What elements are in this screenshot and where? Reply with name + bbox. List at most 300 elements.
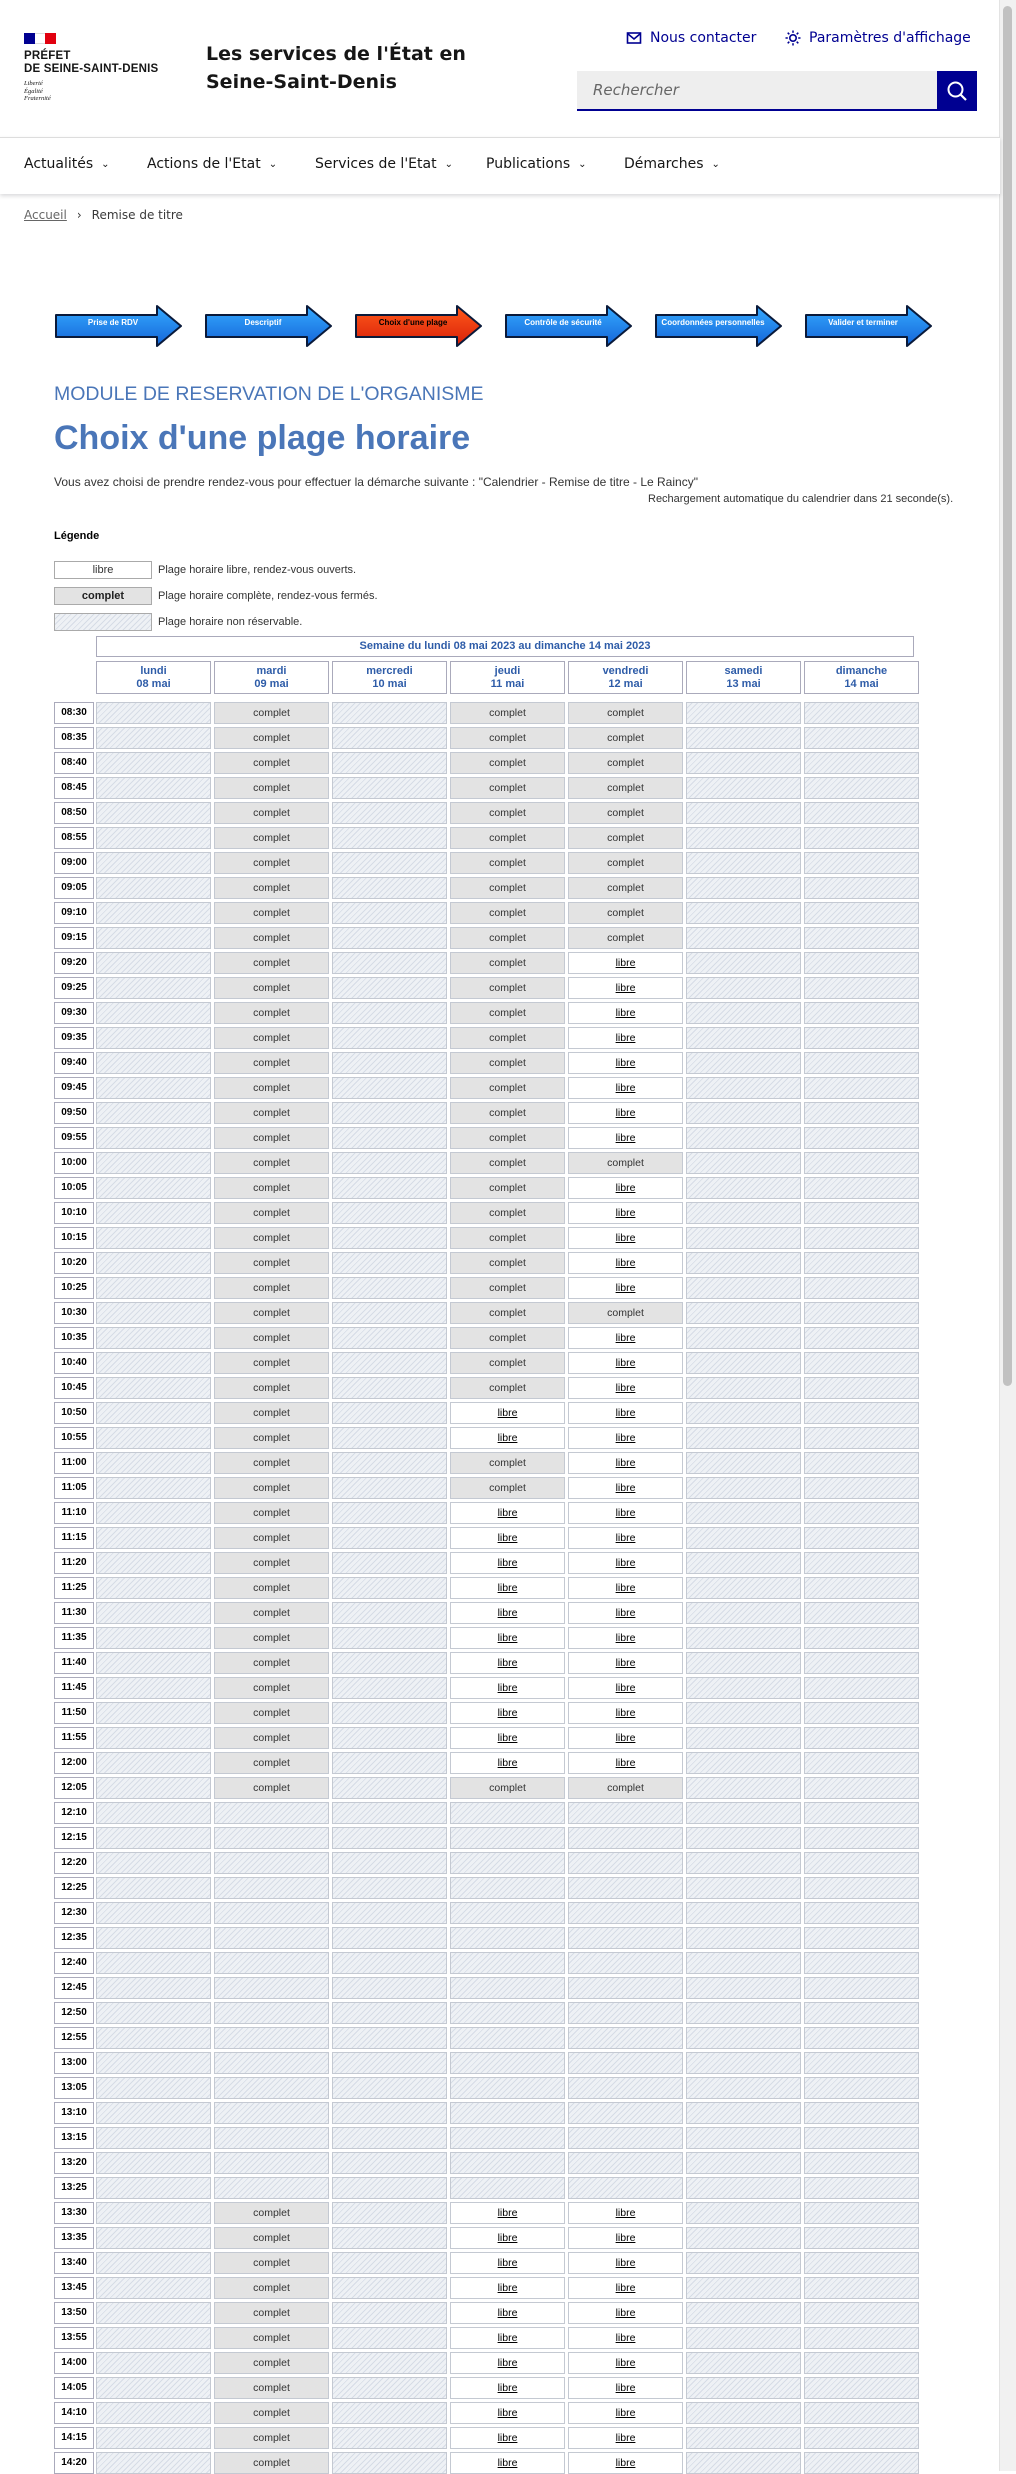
slot-complet: complet xyxy=(214,1602,329,1624)
step-label: Contrôle de sécurité xyxy=(524,318,602,327)
slot-non-reservable xyxy=(332,2327,447,2349)
slot-complet: complet xyxy=(450,1277,565,1299)
time-label: 10:05 xyxy=(54,1177,94,1199)
slot-non-reservable xyxy=(214,2152,329,2174)
slot-non-reservable xyxy=(96,777,211,799)
time-label: 10:00 xyxy=(54,1152,94,1174)
slot-libre-link[interactable]: libre xyxy=(568,1552,683,1574)
slot-complet: complet xyxy=(214,1352,329,1374)
slot-complet: complet xyxy=(214,2427,329,2449)
slot-non-reservable xyxy=(332,1577,447,1599)
slot-non-reservable xyxy=(568,2102,683,2124)
slot-non-reservable xyxy=(804,2052,919,2074)
marianne-flag-icon xyxy=(24,33,56,44)
time-label: 12:10 xyxy=(54,1802,94,1824)
slot-libre-link[interactable]: libre xyxy=(568,2227,683,2249)
slot-complet: complet xyxy=(214,877,329,899)
slot-non-reservable xyxy=(568,1877,683,1899)
slot-non-reservable xyxy=(332,1677,447,1699)
slot-non-reservable xyxy=(96,1677,211,1699)
slot-non-reservable xyxy=(804,1902,919,1924)
slot-libre-link[interactable]: libre xyxy=(568,1702,683,1724)
slot-non-reservable xyxy=(804,1302,919,1324)
slot-non-reservable xyxy=(686,2027,801,2049)
devise-egalite: Égalité xyxy=(24,87,43,95)
time-label: 14:15 xyxy=(54,2427,94,2449)
slot-libre-link[interactable]: libre xyxy=(568,2277,683,2299)
slot-libre-link[interactable]: libre xyxy=(450,1552,565,1574)
slot-non-reservable xyxy=(686,902,801,924)
slot-complet: complet xyxy=(568,927,683,949)
slot-non-reservable xyxy=(332,2027,447,2049)
slot-libre-link[interactable]: libre xyxy=(568,1502,683,1524)
sun-icon xyxy=(785,30,801,46)
slot-non-reservable xyxy=(686,1027,801,1049)
slot-non-reservable xyxy=(96,1827,211,1849)
time-label: 13:20 xyxy=(54,2152,94,2174)
slot-non-reservable xyxy=(96,1902,211,1924)
slot-complet: complet xyxy=(450,1027,565,1049)
slot-non-reservable xyxy=(686,1927,801,1949)
slot-complet: complet xyxy=(214,1452,329,1474)
slot-libre-link[interactable]: libre xyxy=(568,2377,683,2399)
slot-non-reservable xyxy=(686,2177,801,2199)
slot-libre-link[interactable]: libre xyxy=(450,2402,565,2424)
slot-libre-link[interactable]: libre xyxy=(568,1402,683,1424)
slot-non-reservable xyxy=(332,977,447,999)
slot-non-reservable xyxy=(96,2302,211,2324)
slot-non-reservable xyxy=(96,1177,211,1199)
day-header-mercredi xyxy=(332,661,447,694)
slot-non-reservable xyxy=(686,1952,801,1974)
slot-libre-link[interactable]: libre xyxy=(568,977,683,999)
slot-libre-link[interactable]: libre xyxy=(568,1352,683,1374)
slot-complet: complet xyxy=(450,827,565,849)
slot-non-reservable xyxy=(332,1052,447,1074)
slot-libre-link[interactable]: libre xyxy=(568,1427,683,1449)
slot-non-reservable xyxy=(332,1452,447,1474)
slot-non-reservable xyxy=(568,2127,683,2149)
slot-complet: complet xyxy=(568,802,683,824)
slot-complet: complet xyxy=(450,1152,565,1174)
slot-non-reservable xyxy=(96,2352,211,2374)
slot-libre-link[interactable]: libre xyxy=(450,2327,565,2349)
time-label: 10:45 xyxy=(54,1377,94,1399)
legend-non-reservable xyxy=(54,613,302,631)
time-label: 12:15 xyxy=(54,1827,94,1849)
breadcrumb-current: Remise de titre xyxy=(91,208,183,222)
slot-libre-link[interactable]: libre xyxy=(568,2252,683,2274)
slot-non-reservable xyxy=(686,777,801,799)
slot-libre-link[interactable]: libre xyxy=(568,2202,683,2224)
nav-item-publications[interactable] xyxy=(486,156,587,172)
slot-non-reservable xyxy=(214,1827,329,1849)
slot-non-reservable xyxy=(804,1927,919,1949)
slot-complet: complet xyxy=(450,777,565,799)
slot-non-reservable xyxy=(332,2402,447,2424)
slot-non-reservable xyxy=(804,827,919,849)
slot-non-reservable xyxy=(568,1952,683,1974)
slot-non-reservable xyxy=(568,1802,683,1824)
day-name: mardi xyxy=(256,665,287,677)
slot-libre-link[interactable]: libre xyxy=(568,1477,683,1499)
slot-non-reservable xyxy=(332,1152,447,1174)
slot-complet: complet xyxy=(214,1502,329,1524)
slot-libre-link[interactable]: libre xyxy=(568,1127,683,1149)
slot-libre-link[interactable]: libre xyxy=(450,1427,565,1449)
slot-non-reservable xyxy=(686,877,801,899)
time-label: 13:45 xyxy=(54,2277,94,2299)
slot-libre-link[interactable]: libre xyxy=(450,2352,565,2374)
day-header-jeudi xyxy=(450,661,565,694)
slot-libre-link[interactable]: libre xyxy=(568,1652,683,1674)
slot-non-reservable xyxy=(686,2227,801,2249)
slot-libre-link[interactable]: libre xyxy=(568,2302,683,2324)
slot-libre-link[interactable]: libre xyxy=(568,1327,683,1349)
day-name: lundi xyxy=(140,665,167,677)
slot-non-reservable xyxy=(450,2077,565,2099)
time-label: 12:30 xyxy=(54,1902,94,1924)
slot-non-reservable xyxy=(686,1227,801,1249)
slot-non-reservable xyxy=(332,1527,447,1549)
slot-non-reservable xyxy=(686,2202,801,2224)
slot-non-reservable xyxy=(96,2127,211,2149)
slot-complet: complet xyxy=(450,1102,565,1124)
nav-label: Actualités xyxy=(24,156,94,172)
time-label: 13:35 xyxy=(54,2227,94,2249)
slot-complet: complet xyxy=(450,952,565,974)
slot-libre-link[interactable]: libre xyxy=(568,1252,683,1274)
slot-non-reservable xyxy=(96,1052,211,1074)
search-button[interactable] xyxy=(937,71,977,111)
slot-non-reservable xyxy=(96,1077,211,1099)
slot-libre-link[interactable]: libre xyxy=(450,1727,565,1749)
slot-libre-link[interactable]: libre xyxy=(450,1527,565,1549)
slot-non-reservable xyxy=(96,1952,211,1974)
contact-link[interactable] xyxy=(626,30,756,46)
time-label: 10:55 xyxy=(54,1427,94,1449)
slot-non-reservable xyxy=(332,2427,447,2449)
time-label: 12:50 xyxy=(54,2002,94,2024)
time-label: 11:25 xyxy=(54,1577,94,1599)
slot-non-reservable xyxy=(686,1102,801,1124)
time-label: 13:40 xyxy=(54,2252,94,2274)
slot-complet: complet xyxy=(214,1302,329,1324)
slot-libre-link[interactable]: libre xyxy=(568,2402,683,2424)
slot-complet: complet xyxy=(568,727,683,749)
slot-libre-link[interactable]: libre xyxy=(568,1627,683,1649)
slot-libre-link[interactable]: libre xyxy=(450,2427,565,2449)
slot-libre-link[interactable]: libre xyxy=(450,1752,565,1774)
slot-complet: complet xyxy=(568,1777,683,1799)
slot-libre-link[interactable]: libre xyxy=(450,1577,565,1599)
slot-non-reservable xyxy=(214,2077,329,2099)
prefet-logo[interactable] xyxy=(24,33,158,103)
slot-libre-link[interactable]: libre xyxy=(450,2377,565,2399)
slot-libre-link[interactable]: libre xyxy=(568,1752,683,1774)
slot-libre-link[interactable]: libre xyxy=(450,2227,565,2249)
slot-non-reservable xyxy=(332,1427,447,1449)
slot-non-reservable xyxy=(96,1752,211,1774)
slot-non-reservable xyxy=(686,1002,801,1024)
slot-non-reservable xyxy=(804,852,919,874)
slot-non-reservable xyxy=(332,1752,447,1774)
nav-item-demarches[interactable] xyxy=(624,156,720,172)
slot-non-reservable xyxy=(804,2077,919,2099)
slot-non-reservable xyxy=(332,2252,447,2274)
slot-libre-link[interactable]: libre xyxy=(568,1002,683,1024)
slot-complet: complet xyxy=(214,1227,329,1249)
slot-non-reservable xyxy=(332,1352,447,1374)
slot-non-reservable xyxy=(450,1927,565,1949)
slot-libre-link[interactable]: libre xyxy=(568,1102,683,1124)
slot-libre-link[interactable]: libre xyxy=(568,1202,683,1224)
slot-non-reservable xyxy=(804,1877,919,1899)
slot-non-reservable xyxy=(96,1152,211,1174)
slot-libre-link[interactable]: libre xyxy=(450,1602,565,1624)
slot-non-reservable xyxy=(96,1427,211,1449)
slot-non-reservable xyxy=(332,2352,447,2374)
day-date: 12 mai xyxy=(608,678,643,690)
slot-complet: complet xyxy=(214,2452,329,2474)
day-date: 14 mai xyxy=(844,678,879,690)
slot-complet: complet xyxy=(568,827,683,849)
slot-non-reservable xyxy=(332,1902,447,1924)
slot-non-reservable xyxy=(804,1177,919,1199)
slot-complet: complet xyxy=(450,1077,565,1099)
slot-non-reservable xyxy=(214,1902,329,1924)
slot-non-reservable xyxy=(96,1452,211,1474)
slot-libre-link[interactable]: libre xyxy=(568,1527,683,1549)
slot-non-reservable xyxy=(332,2102,447,2124)
slot-complet: complet xyxy=(214,1052,329,1074)
day-header-samedi xyxy=(686,661,801,694)
time-label: 10:30 xyxy=(54,1302,94,1324)
time-label: 11:00 xyxy=(54,1452,94,1474)
nav-item-services[interactable] xyxy=(315,156,453,172)
slot-non-reservable xyxy=(332,1502,447,1524)
slot-complet: complet xyxy=(214,1127,329,1149)
slot-libre-link[interactable]: libre xyxy=(568,1677,683,1699)
slot-complet: complet xyxy=(450,1202,565,1224)
slot-non-reservable xyxy=(804,1827,919,1849)
slot-non-reservable xyxy=(686,1702,801,1724)
slot-non-reservable xyxy=(214,2052,329,2074)
slot-non-reservable xyxy=(96,1652,211,1674)
step-label: Choix d'une plage xyxy=(378,318,448,327)
slot-complet: complet xyxy=(450,977,565,999)
site-title[interactable]: Les services de l'État en Seine-Saint-Denis xyxy=(206,43,466,93)
page-scrollbar[interactable] xyxy=(999,0,1016,2471)
slot-non-reservable xyxy=(332,952,447,974)
slot-libre-link[interactable]: libre xyxy=(568,2427,683,2449)
slot-non-reservable xyxy=(804,1152,919,1174)
slot-non-reservable xyxy=(96,2277,211,2299)
slot-non-reservable xyxy=(214,2127,329,2149)
time-label: 12:20 xyxy=(54,1852,94,1874)
slot-non-reservable xyxy=(450,2177,565,2199)
slot-non-reservable xyxy=(686,927,801,949)
slot-non-reservable xyxy=(332,2002,447,2024)
slot-non-reservable xyxy=(804,777,919,799)
slot-complet: complet xyxy=(450,1127,565,1149)
slot-libre-link[interactable]: libre xyxy=(568,1227,683,1249)
slot-non-reservable xyxy=(332,702,447,724)
time-label: 13:30 xyxy=(54,2202,94,2224)
nav-item-actualites[interactable] xyxy=(24,156,110,172)
time-label: 08:50 xyxy=(54,802,94,824)
nav-label: Publications xyxy=(486,156,571,172)
slot-complet: complet xyxy=(214,927,329,949)
slot-complet: complet xyxy=(450,902,565,924)
slot-non-reservable xyxy=(332,852,447,874)
slot-libre-link[interactable]: libre xyxy=(450,1677,565,1699)
time-label: 09:45 xyxy=(54,1077,94,1099)
slot-non-reservable xyxy=(804,1477,919,1499)
slot-complet: complet xyxy=(214,827,329,849)
slot-libre-link[interactable]: libre xyxy=(568,1377,683,1399)
reload-notice: Rechargement automatique du calendrier dans 21 seconde(s). xyxy=(648,493,954,505)
slot-libre-link[interactable]: libre xyxy=(568,1727,683,1749)
slot-libre-link[interactable]: libre xyxy=(568,2327,683,2349)
slot-non-reservable xyxy=(804,1627,919,1649)
slot-complet: complet xyxy=(450,927,565,949)
search-input[interactable]: Rechercher xyxy=(577,71,937,111)
slot-complet: complet xyxy=(214,1702,329,1724)
slot-non-reservable xyxy=(332,1827,447,1849)
slot-non-reservable xyxy=(686,2352,801,2374)
slot-libre-link[interactable]: libre xyxy=(568,1577,683,1599)
slot-complet: complet xyxy=(450,1377,565,1399)
slot-non-reservable xyxy=(450,2102,565,2124)
slot-non-reservable xyxy=(804,2377,919,2399)
slot-non-reservable xyxy=(804,1527,919,1549)
slot-non-reservable xyxy=(450,1977,565,1999)
time-label: 12:05 xyxy=(54,1777,94,1799)
slot-libre-link[interactable]: libre xyxy=(568,1027,683,1049)
slot-libre-link[interactable]: libre xyxy=(568,1452,683,1474)
slot-libre-link[interactable]: libre xyxy=(568,2352,683,2374)
slot-non-reservable xyxy=(96,1302,211,1324)
slot-non-reservable xyxy=(332,1077,447,1099)
display-settings-link[interactable] xyxy=(785,30,971,46)
chevron-down-icon: ⌄ xyxy=(711,158,720,170)
slot-complet: complet xyxy=(214,2402,329,2424)
slot-libre-link[interactable]: libre xyxy=(450,2452,565,2474)
nav-item-actions[interactable] xyxy=(147,156,277,172)
slot-non-reservable xyxy=(450,1852,565,1874)
slot-complet: complet xyxy=(214,1077,329,1099)
slot-non-reservable xyxy=(332,1927,447,1949)
main-nav xyxy=(0,137,1000,194)
slot-non-reservable xyxy=(804,2177,919,2199)
time-label: 11:55 xyxy=(54,1727,94,1749)
time-label: 08:45 xyxy=(54,777,94,799)
slot-complet: complet xyxy=(568,902,683,924)
slot-non-reservable xyxy=(686,1827,801,1849)
slot-non-reservable xyxy=(332,1177,447,1199)
slot-non-reservable xyxy=(686,827,801,849)
slot-complet: complet xyxy=(450,1327,565,1349)
slot-libre-link[interactable]: libre xyxy=(568,952,683,974)
slot-non-reservable xyxy=(332,1652,447,1674)
breadcrumb-home[interactable]: Accueil xyxy=(24,208,67,222)
time-label: 09:05 xyxy=(54,877,94,899)
slot-libre-link[interactable]: libre xyxy=(568,1277,683,1299)
devise xyxy=(24,80,158,103)
time-label: 11:10 xyxy=(54,1502,94,1524)
slot-libre-link[interactable]: libre xyxy=(450,2277,565,2299)
slot-libre-link[interactable]: libre xyxy=(450,2302,565,2324)
slot-non-reservable xyxy=(96,1002,211,1024)
slot-non-reservable xyxy=(214,1952,329,1974)
time-label: 13:25 xyxy=(54,2177,94,2199)
slot-complet: complet xyxy=(450,1002,565,1024)
slot-libre-link[interactable]: libre xyxy=(450,2252,565,2274)
slot-libre-link[interactable]: libre xyxy=(568,2452,683,2474)
slot-non-reservable xyxy=(804,1677,919,1699)
slot-libre-link[interactable]: libre xyxy=(568,1602,683,1624)
slot-non-reservable xyxy=(332,1252,447,1274)
slot-non-reservable xyxy=(804,877,919,899)
day-header-vendredi xyxy=(568,661,683,694)
slot-libre-link[interactable]: libre xyxy=(450,1502,565,1524)
slot-non-reservable xyxy=(804,1552,919,1574)
page-title: Choix d'une plage horaire xyxy=(54,419,471,457)
slot-libre-link[interactable]: libre xyxy=(568,1177,683,1199)
slot-non-reservable xyxy=(96,2327,211,2349)
slot-non-reservable xyxy=(332,1802,447,1824)
slot-non-reservable xyxy=(332,1877,447,1899)
slot-libre-link[interactable]: libre xyxy=(450,2202,565,2224)
slot-non-reservable xyxy=(450,2152,565,2174)
time-label: 14:10 xyxy=(54,2402,94,2424)
slot-complet: complet xyxy=(450,727,565,749)
time-label: 12:25 xyxy=(54,1877,94,1899)
time-label: 08:40 xyxy=(54,752,94,774)
day-name: mercredi xyxy=(366,665,413,677)
week-title: Semaine du lundi 08 mai 2023 au dimanche 14 mai 2023 xyxy=(96,636,914,657)
slot-non-reservable xyxy=(686,1352,801,1374)
slot-complet: complet xyxy=(214,1652,329,1674)
slot-non-reservable xyxy=(332,2277,447,2299)
slot-libre-link[interactable]: libre xyxy=(568,1077,683,1099)
slot-non-reservable xyxy=(804,1377,919,1399)
slot-complet: complet xyxy=(214,1577,329,1599)
slot-non-reservable xyxy=(686,1677,801,1699)
slot-non-reservable xyxy=(804,2427,919,2449)
slot-libre-link[interactable]: libre xyxy=(450,1627,565,1649)
slot-libre-link[interactable]: libre xyxy=(450,1652,565,1674)
slot-non-reservable xyxy=(96,1327,211,1349)
time-label: 13:00 xyxy=(54,2052,94,2074)
slot-complet: complet xyxy=(214,1427,329,1449)
slot-non-reservable xyxy=(96,2002,211,2024)
slot-complet: complet xyxy=(214,1402,329,1424)
slot-non-reservable xyxy=(96,1352,211,1374)
slot-non-reservable xyxy=(686,1577,801,1599)
time-label: 10:50 xyxy=(54,1402,94,1424)
day-name: jeudi xyxy=(494,665,521,677)
time-label: 14:00 xyxy=(54,2352,94,2374)
slot-libre-link[interactable]: libre xyxy=(450,1702,565,1724)
slot-non-reservable xyxy=(686,802,801,824)
slot-libre-link[interactable]: libre xyxy=(568,1052,683,1074)
scrollbar-thumb[interactable] xyxy=(1003,6,1012,1386)
slot-complet: complet xyxy=(214,802,329,824)
slot-libre-link[interactable]: libre xyxy=(450,1402,565,1424)
slot-non-reservable xyxy=(804,727,919,749)
